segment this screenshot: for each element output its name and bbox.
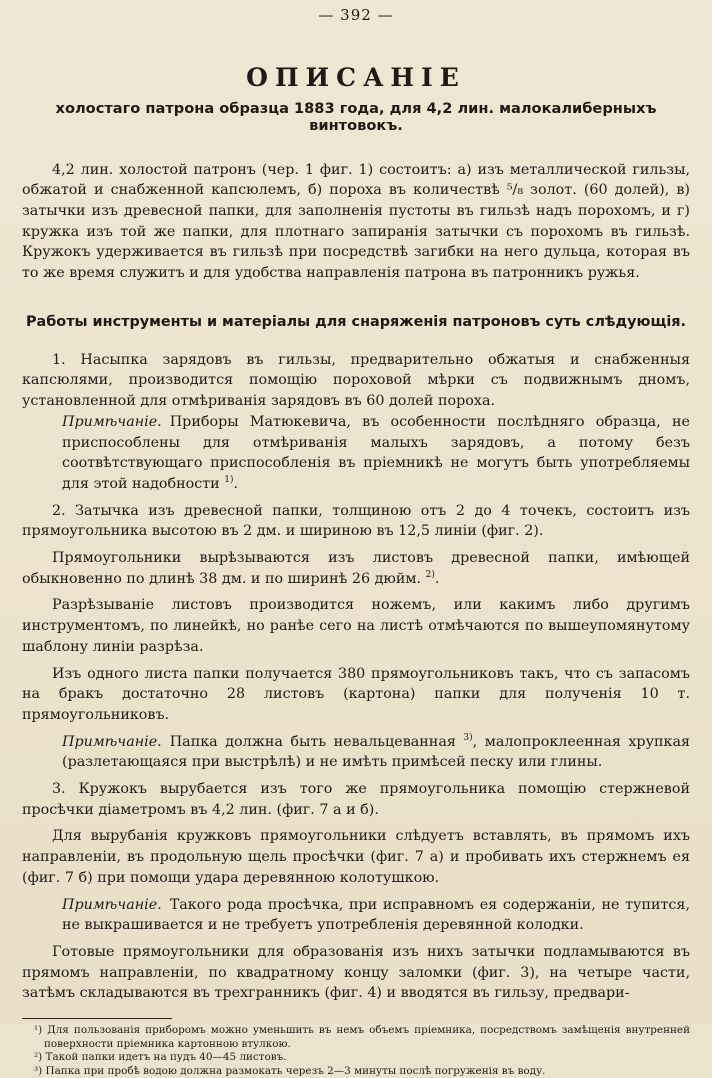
footnote-2: ²) Такой папки идетъ на пудъ 40—45 листовъ.: [34, 1051, 287, 1064]
paragraph-3-text: Прямоугольники вырѣзываются изъ листовъ древесной папки, имѣющей обыкновенно по длинѣ 38 дм. и по ширинѣ 26 дюйм.: [22, 550, 690, 587]
paragraph-8: Готовые прямоугольники для образованія изъ нихъ затычки подламываются въ прямомъ направленіи, по квадратному концу заломки (фиг. 3), на четыре части, затѣмъ складываются въ трехгранникъ (фиг. 4) и вводятся въ гильзу, предвари-: [22, 944, 690, 1002]
note-2-label: Примѣчаніе.: [62, 733, 162, 750]
document-title: ОПИСАНІЕ: [246, 63, 466, 92]
note-3-label: Примѣчаніе.: [62, 896, 162, 913]
document-subtitle: холостаго патрона образца 1883 года, для 4,2 лин. малокалиберныхъ винтовокъ.: [55, 99, 657, 134]
paragraph-4: Разрѣзываніе листовъ производится ножемъ, или какимъ либо другимъ инструментомъ, по линейкѣ, но ранѣе сего на листѣ отмѣчаются по вышеупомянутому шаблону линіи разрѣза.: [22, 597, 690, 655]
paragraph-1: 1. Насыпка зарядовъ въ гильзы, предварительно обжатыя и снабженныя капсюлями, производится помощію пороховой мѣрки съ подвижнымъ дномъ, установленной для отмѣриванія зарядовъ въ 60 долей пороха.: [22, 351, 690, 410]
intro-paragraph: 4,2 лин. холостой патронъ (чер. 1 фиг. 1) состоитъ: а) изъ металлической гильзы, обжатой и снабженной капсюлемъ, б) пороха въ количествѣ ⁵/₈ золот. (60 долей), в) затычки изъ древесной папки, для заполненія пустоты въ гильзѣ надъ порохомъ, и г) кружка изъ той же папки, для плотнаго запиранія затычки съ порохомъ въ гильзѣ. Кружокъ удерживается въ гильзѣ при посредствѣ загибки на него дульца, которая въ то же время служитъ и для удобства направленія патрона въ патронникъ ружья.: [22, 161, 690, 282]
footnotes: [22, 1024, 690, 1078]
note-1-label: Примѣчаніе.: [62, 413, 162, 430]
footnote-3: ³) Папка при пробѣ водою должна размокать черезъ 2—3 минуты послѣ погруженія въ воду.: [34, 1064, 546, 1077]
note-1: Примѣчаніе. Приборы Матюкевича, въ особенности послѣдняго образца, не приспособлены для отмѣриванія малыхъ зарядовъ, а потому безъ соотвѣтствующаго приспособленія въ пріемникѣ не могутъ быть употребляемы для этой надобности $^{1)}$.: [62, 413, 690, 492]
note-2-text-b: , малопроклеенная хрупкая (разлетающаяся при выстрѣлѣ) и не имѣть примѣсей песку или глины.: [62, 733, 691, 771]
note-2: [22, 732, 690, 773]
paragraph-7: Для вырубанія кружковъ прямоугольники слѣдуетъ вставлять, въ прямомъ ихъ направленіи, въ продольную щель просѣчки (фиг. 7 а) и пробивать ихъ стержнемъ ея (фиг. 7 б) при помощи удара деревянною колотушкою.: [22, 828, 690, 886]
footnote-ref-2: 2): [425, 569, 435, 580]
paragraph-2: 2. Затычка изъ древесной папки, толщиною отъ 2 до 4 точекъ, состоитъ изъ прямоугольника высотою въ 2 дм. и шириною въ 12,5 линіи (фиг. 2).: [22, 502, 690, 540]
note-2-text-a: Папка должна быть невальцеванная: [169, 733, 456, 750]
note-3-text: Такого рода просѣчка, при исправномъ ея содержаніи, не тупится, не выкрашивается и не требуетъ употребленія деревянной колодки.: [62, 896, 690, 934]
paragraph-3: Прямоугольники вырѣзываются изъ листовъ древесной папки, имѣющей обыкновенно по длинѣ 38 дм. и по ширинѣ 26 дюйм. $^{2)}$.: [22, 550, 690, 587]
note-3: [22, 895, 690, 936]
page-number: — 392 —: [318, 6, 394, 24]
footnote-1: ¹) Для пользованія приборомъ можно уменьшить въ немъ объемъ пріемника, посредствомъ замѣщенія внутренней поверхности пріемника картонною втулкою.: [34, 1024, 690, 1050]
footnote-ref-3: 3): [463, 732, 473, 743]
footnote-ref-1: 1): [224, 475, 234, 486]
paragraph-6: 3. Кружокъ вырубается изъ того же прямоугольника помощію стержневой просѣчки діаметромъ въ 4,2 лин. (фиг. 7 а и б).: [22, 781, 690, 818]
paragraph-5: Изъ одного листа папки получается 380 прямоугольниковъ такъ, что съ запасомъ на бракъ достаточно 28 листовъ (картона) папки для полученія 10 т. прямоугольниковъ.: [22, 665, 690, 723]
section-heading: Работы инструменты и матеріалы для снаряженія патроновъ суть слѣдующія.: [26, 313, 686, 330]
note-1-text: Приборы Матюкевича, въ особенности послѣдняго образца, не приспособлены для отмѣриванія малыхъ зарядовъ, а потому безъ соотвѣтствующаго приспособленія въ пріемникѣ не могутъ быть употребляемы для этой надобности: [62, 413, 690, 492]
footnote-divider: [22, 1018, 172, 1019]
